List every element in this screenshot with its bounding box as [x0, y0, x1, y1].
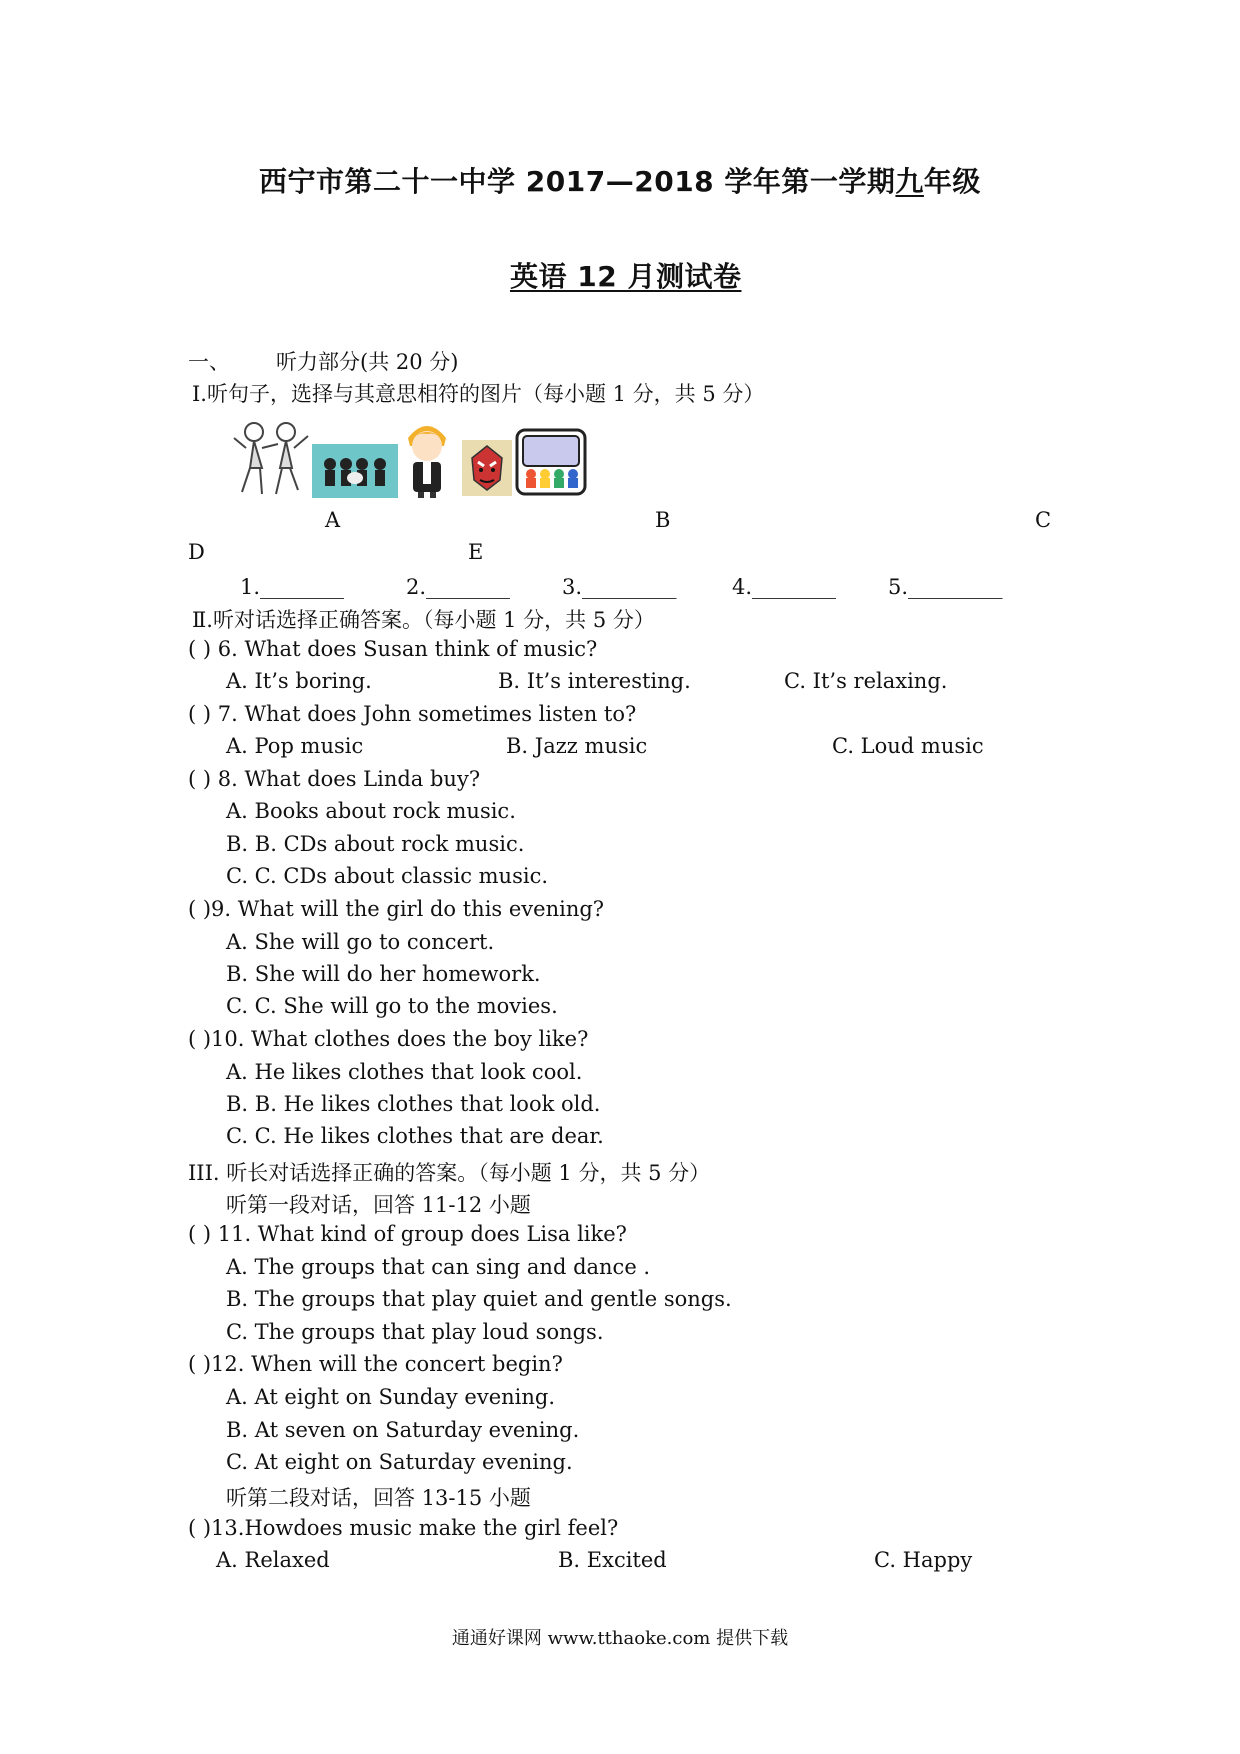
q9-option-c: C. C. She will go to the movies. [226, 994, 558, 1018]
title-pre: 西宁市第二十一中学 2017—2018 学年第一学期 [259, 165, 896, 198]
dancers-icon [232, 418, 310, 498]
question-13: ( )13.Howdoes music make the girl feel? [188, 1516, 619, 1540]
q10-option-a: A. He likes clothes that look cool. [226, 1060, 583, 1084]
page-subtitle: 英语 12 月测试卷 [510, 260, 742, 293]
q8-option-b: B. B. CDs about rock music. [226, 832, 525, 856]
q6-option-b: B. It’s interesting. [498, 669, 691, 693]
question-6: ( ) 6. What does Susan think of music? [188, 637, 598, 661]
part3-heading: III. 听长对话选择正确的答案。（每小题 1 分，共 5 分） [188, 1161, 711, 1185]
q12-option-c: C. At eight on Saturday evening. [226, 1450, 573, 1474]
q10-option-c: C. C. He likes clothes that are dear. [226, 1124, 604, 1148]
dialog2-heading: 听第二段对话，回答 13-15 小题 [226, 1486, 531, 1510]
answer-blank-5[interactable]: 5._________ [888, 575, 1003, 599]
opera-mask-icon [462, 440, 512, 496]
q8-option-a: A. Books about rock music. [226, 799, 516, 823]
title-post: 年级 [923, 165, 981, 198]
q6-option-a: A. It’s boring. [226, 669, 372, 693]
picture-label-c: C [1035, 508, 1052, 532]
q12-option-a: A. At eight on Sunday evening. [226, 1385, 556, 1409]
question-8: ( ) 8. What does Linda buy? [188, 767, 481, 791]
section-number: 一、 [188, 350, 230, 374]
q9-option-a: A. She will go to concert. [226, 930, 495, 954]
band-icon [312, 444, 398, 498]
answer-blank-4[interactable]: 4.________ [732, 575, 837, 599]
page-title [0, 160, 1240, 200]
q11-option-b: B. The groups that play quiet and gentle songs. [226, 1287, 732, 1311]
picture-label-b: B [655, 508, 671, 532]
q9-option-b: B. She will do her homework. [226, 962, 541, 986]
answer-blank-1[interactable]: 1.________ [240, 575, 345, 599]
question-9: ( )9. What will the girl do this evening? [188, 897, 605, 921]
picture-label-a: A [325, 508, 341, 532]
section-heading: 听力部分(共 20 分) [276, 350, 459, 374]
q13-option-c: C. Happy [874, 1548, 973, 1572]
tv-show-icon [515, 428, 587, 496]
q7-option-b: B. Jazz music [506, 734, 648, 758]
question-10: ( )10. What clothes does the boy like? [188, 1027, 589, 1051]
question-11: ( ) 11. What kind of group does Lisa like? [188, 1222, 627, 1246]
answer-blank-3[interactable]: 3._________ [562, 575, 677, 599]
picture-label-d: D [188, 540, 205, 564]
answer-blank-2[interactable]: 2.________ [406, 575, 511, 599]
q12-option-b: B. At seven on Saturday evening. [226, 1418, 580, 1442]
q13-option-b: B. Excited [558, 1548, 667, 1572]
footer-text: 通通好课网 www.tthaoke.com 提供下载 [451, 1628, 789, 1649]
part2-heading: Ⅱ.听对话选择正确答案。（每小题 1 分，共 5 分） [192, 608, 655, 632]
picture-label-e: E [468, 540, 484, 564]
title-underlined: 九 [895, 165, 924, 198]
singer-icon [400, 416, 454, 498]
q8-option-c: C. C. CDs about classic music. [226, 864, 549, 888]
question-12: ( )12. When will the concert begin? [188, 1352, 563, 1376]
q10-option-b: B. B. He likes clothes that look old. [226, 1092, 601, 1116]
q11-option-c: C. The groups that play loud songs. [226, 1320, 604, 1344]
q13-option-a: A. Relaxed [216, 1548, 330, 1572]
part1-heading: Ⅰ.听句子，选择与其意思相符的图片（每小题 1 分，共 5 分） [192, 382, 765, 406]
question-7: ( ) 7. What does John sometimes listen to? [188, 702, 637, 726]
dialog1-heading: 听第一段对话，回答 11-12 小题 [226, 1193, 531, 1217]
q6-option-c: C. It’s relaxing. [784, 669, 948, 693]
q11-option-a: A. The groups that can sing and dance . [226, 1255, 651, 1279]
q7-option-a: A. Pop music [226, 734, 364, 758]
q7-option-c: C. Loud music [832, 734, 984, 758]
